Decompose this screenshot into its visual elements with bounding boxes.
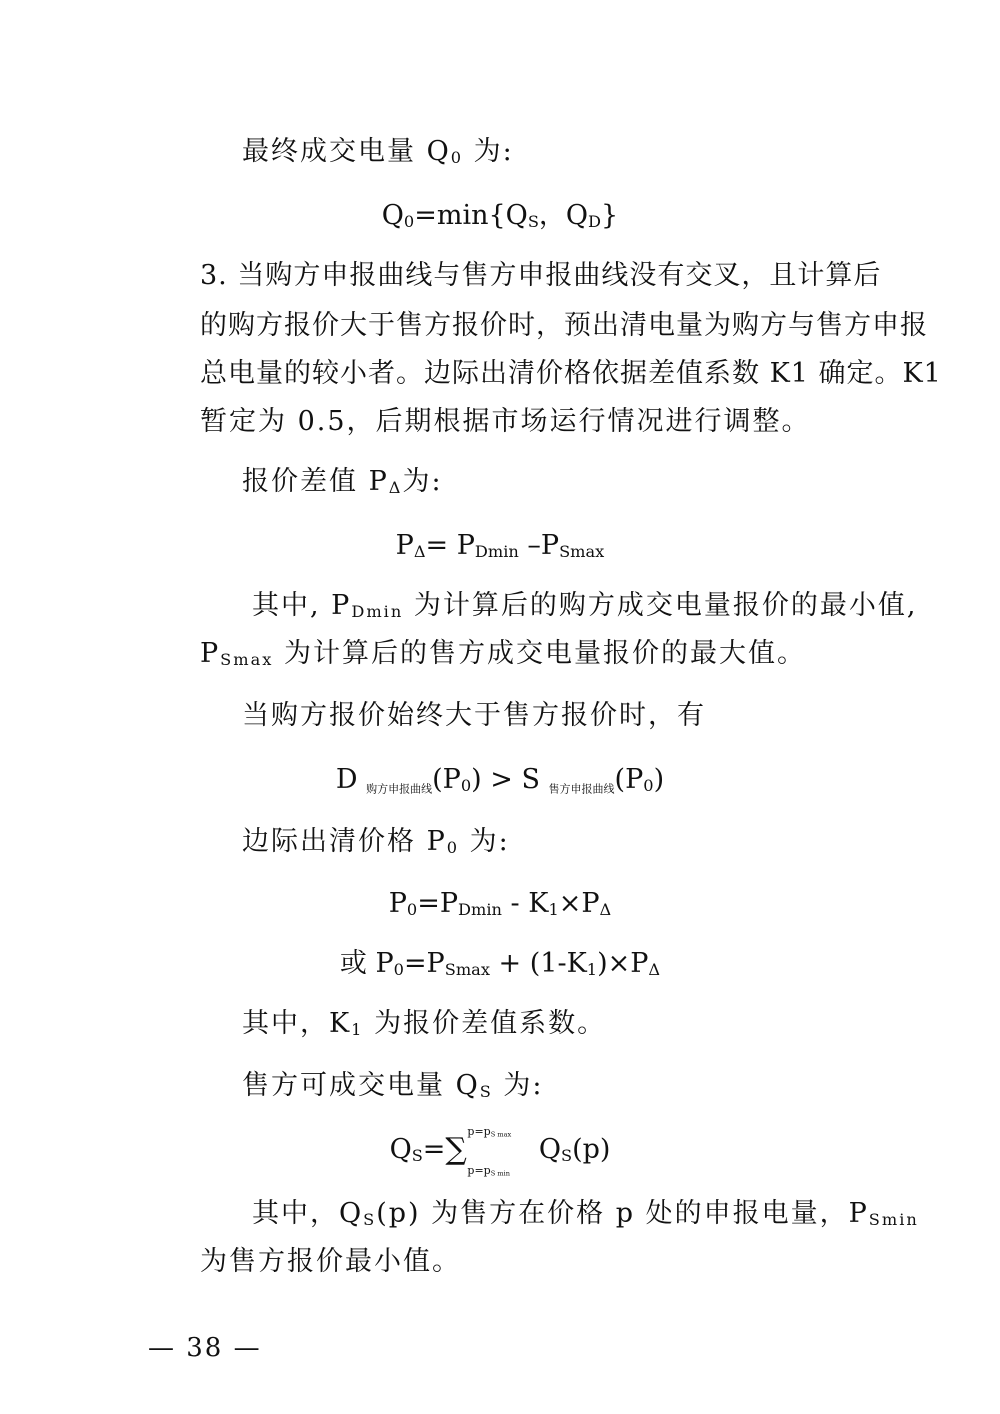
text-line-psmin-def: 为售方报价最小值。	[200, 1246, 461, 1277]
text-line-price-diff: 报价差值 $P_\Delta$为:	[242, 466, 443, 498]
equation-p0-b: 或 $P_0=P_{Smax} + (1-K_1)\times P_\Delta$	[339, 948, 661, 980]
equation-qs-sum: $Q_S=\sum$ $p=p_{S max}$ $p=p_{S min}$ $Q_S(p)$	[389, 1125, 611, 1178]
text-line-where-psmax: $P_{Smax}$ 为计算后的售方成交电量报价的最大值。	[200, 638, 806, 670]
text-line-where-pdmin: 其中, $P_{Dmin}$ 为计算后的购方成交电量报价的最小值,	[252, 590, 918, 622]
text-line-where-qs: 其中，$Q_S(p)$ 为售方在价格 p 处的申报电量，$P_{Smin}$	[252, 1198, 919, 1230]
paragraph-3-line-2: 的购方报价大于售方报价时，预出清电量为购方与售方申报	[200, 310, 928, 341]
equation-q0: $Q_0=\min\{Q_S$，$Q_D$}	[381, 200, 619, 232]
text-line-when-buyer-higher: 当购方报价始终大于售方报价时，有	[242, 700, 706, 731]
paragraph-3-line-1: 3. 当购方申报曲线与售方申报曲线没有交叉，且计算后	[200, 260, 882, 291]
text-line-final-volume: 最终成交电量 $Q_0$ 为:	[242, 136, 514, 168]
equation-p0-a: $P_0=P_{Dmin} - K_1\times P_\Delta$	[388, 888, 612, 920]
text-line-marginal-price: 边际出清价格 $P_0$ 为:	[242, 826, 510, 858]
equation-p-delta: $P_\Delta= P_{Dmin}$ $-P_{Smax}$	[395, 530, 605, 562]
text-line-where-k1: 其中，$K_1$ 为报价差值系数。	[242, 1008, 607, 1040]
equation-inequality: D 购方申报曲线$(P_0) > S$ 售方申报曲线$(P_0)$	[335, 764, 665, 796]
paragraph-3-line-4: 暂定为 0.5，后期根据市场运行情况进行调整。	[200, 406, 811, 437]
text-line-seller-volume: 售方可成交电量 $Q_S$ 为:	[242, 1070, 544, 1102]
paragraph-3-line-3: 总电量的较小者。边际出清价格依据差值系数 K1 确定。K1	[200, 358, 942, 389]
summation-symbol: ∑ $p=p_{S max}$ $p=p_{S min}$	[445, 1125, 512, 1178]
page-number: — 38 —	[148, 1333, 262, 1363]
